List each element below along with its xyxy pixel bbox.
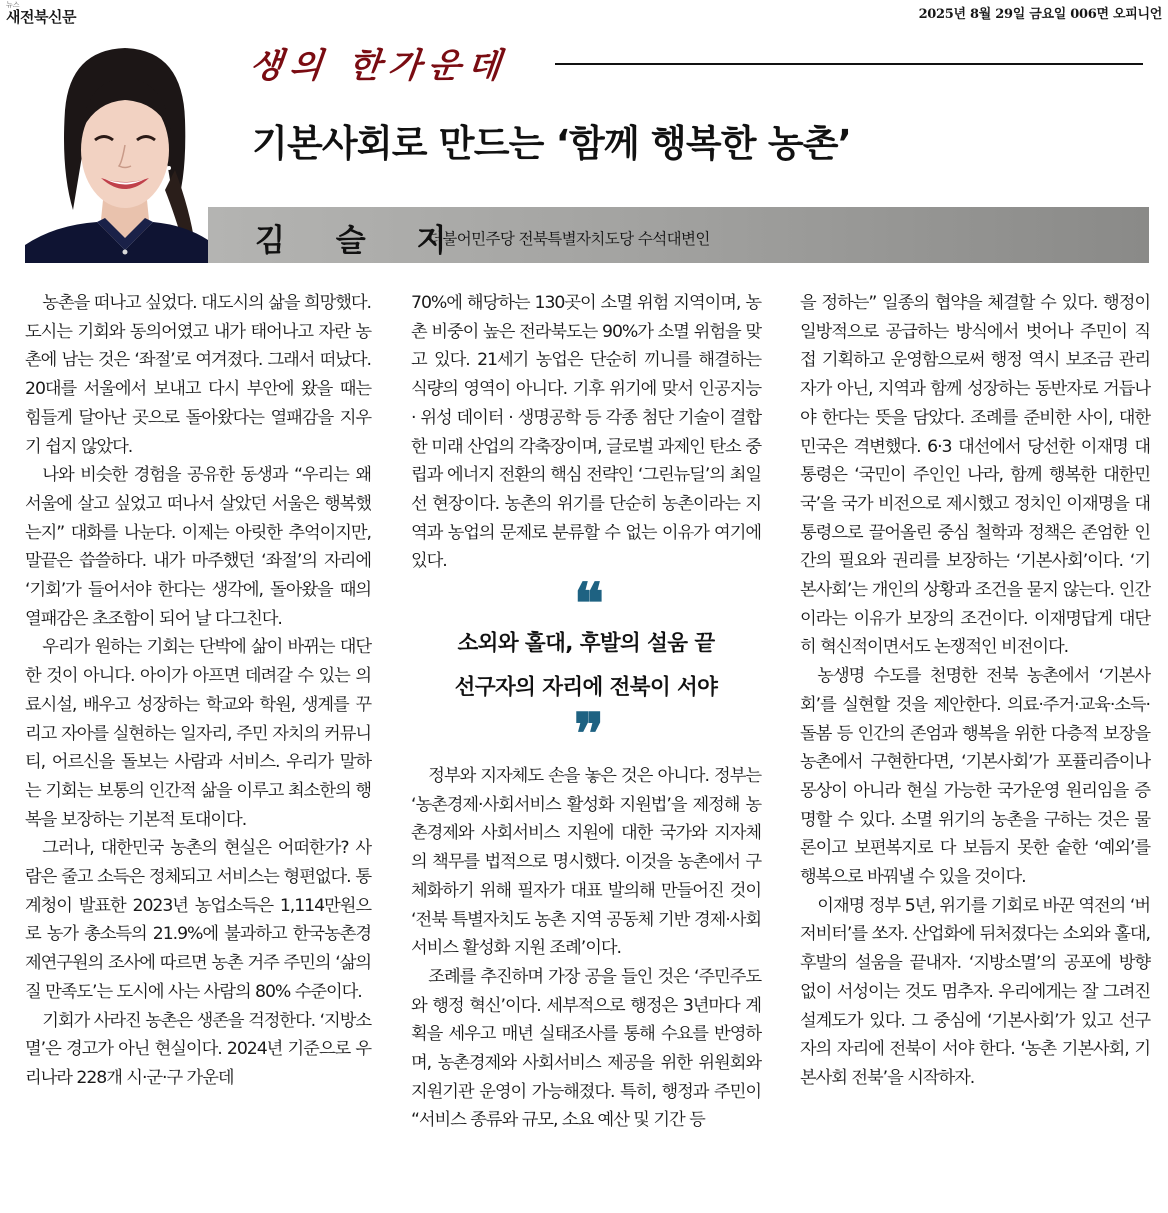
article-headline: 기본사회로 만드는 ‘함께 행복한 농촌’ — [252, 122, 851, 165]
paragraph: 나와 비슷한 경험을 공유한 동생과 “우리는 왜 서울에 살고 싶었고 떠나서 살았던 서울은 행복했는지” 대화를 나눈다. 이제는 아릿한 추억이지만, 말끝은 씁쓸하다. 내가 마주했던 ‘좌절’의 자리에 ‘기회’가 들어서야 한다는 생각에, 돌아왔을 때의 열패감은 초조함이 되어 날 다그친다. — [25, 465, 371, 629]
author-photo — [25, 40, 208, 263]
close-quote-icon: ❞ — [573, 701, 599, 768]
paragraph: 농생명 수도를 천명한 전북 농촌에서 ‘기본사회’를 실현할 것을 제안한다. 의료·주거·교육·소득·돌봄 등 인간의 존엄과 행복을 위한 다층적 보장을 농촌에서 구현한다면, ‘기본사회’가 포퓰리즘이나 몽상이 아니라 현실 가능한 국가운영 원리임을 증명할 수 있다. 소멸 위기의 농촌을 구하는 것은 물론이고 보편복지로 다 보듬지 못한 숱한 ‘예외’를 행복으로 바꿔낼 수 있을 것이다. — [800, 666, 1150, 888]
paragraph: 70%에 해당하는 130곳이 소멸 위험 지역이며, 농촌 비중이 높은 전라북도는 90%가 소멸 위험을 맞고 있다. 21세기 농업은 단순히 끼니를 해결하는 식량의 영역이 아니다. 기후 위기에 맞서 인공지능 · 위성 데이터 · 생명공학 등 각종 첨단 기술이 결합한 미래 산업의 각축장이며, 글로벌 과제인 탄소 중립과 에너지 전환의 핵심 전략인 ‘그린뉴딜’의 최일선 현장이다. 농촌의 위기를 단순히 농촌이라는 지역과 농업의 문제로 분류할 수 없는 이유가 여기에 있다. — [411, 293, 761, 572]
author-name: 김 슬 지 — [255, 223, 467, 259]
byline-band — [208, 207, 1149, 263]
paragraph: 농촌을 떠나고 싶었다. 대도시의 삶을 희망했다. 도시는 기회와 동의어였고 내가 태어나고 자란 농촌에 남는 것은 ‘좌절’로 여겨졌다. 그래서 떠났다. 20대를 서울에서 보내고 다시 부안에 왔을 때는 힘들게 달아난 곳으로 돌아왔다는 열패감을 지우기 쉽지 않았다. — [25, 293, 371, 457]
paragraph: 조례를 추진하며 가장 공을 들인 것은 ‘주민주도와 행정 혁신’이다. 세부적으로 행정은 3년마다 계획을 세우고 매년 실태조사를 통해 수요를 반영하며, 농촌경제와 사회서비스 제공을 위한 위원회와 지원기관 운영이 가능해졌다. 특히, 행정과 주민이 “서비스 종류와 규모, 소요 예산 및 기간 등 — [411, 966, 761, 1131]
paragraph: 우리가 원하는 기회는 단박에 삶이 바뀌는 대단한 것이 아니다. 아이가 아프면 데려갈 수 있는 의료시설, 배우고 성장하는 학교와 학원, 생계를 꾸리고 자아를 실현하는 일자리, 주민 자치의 커뮤니티, 어르신을 돌보는 사람과 서비스. 우리가 말하는 기회는 보통의 인간적 삶을 이루고 최소한의 행복을 보장하는 기본적 토대이다. — [25, 637, 371, 830]
author-title: 더불어민주당 전북특별자치도당 수석대변인 — [428, 230, 710, 248]
newspaper-logo — [6, 2, 76, 25]
section-divider — [555, 63, 1143, 65]
author-portrait-icon — [25, 40, 208, 263]
section-title: 생의 한가운데 — [247, 46, 510, 86]
pull-quote-line-1: 소외와 홀대, 후발의 설움 끝 — [457, 631, 715, 657]
pull-quote-line-2: 선구자의 자리에 전북이 서야 — [454, 675, 718, 701]
newspaper-name: 새전북신문 — [6, 8, 76, 26]
paragraph: 이재명 정부 5년, 위기를 기회로 바꾼 역전의 ‘버저비터’를 쏘자. 산업화에 뒤처졌다는 소외와 홀대, 후발의 설움을 끝내자. ‘지방소멸’의 공포에 방향 없이 서성이는 것도 멈추자. 우리에게는 잘 그려진 설계도가 있다. 그 중심에 ‘기본사회’가 있고 선구자의 자리에 전북이 서야 한다. ‘농촌 기본사회, 기본사회 전북’을 시작하자. — [800, 895, 1150, 1088]
paragraph: 그러나, 대한민국 농촌의 현실은 어떠한가? 사람은 줄고 소득은 정체되고 서비스는 형편없다. 통계청이 발표한 2023년 농업소득은 1,114만원으로 농가 총소득의 21.9%에 불과하고 한국농촌경제연구원의 조사에 따르면 농촌 거주 주민의 ‘삶의 질 만족도’는 도시에 사는 사람의 80% 수준이다. — [25, 838, 371, 1002]
paragraph: 정부와 지자체도 손을 놓은 것은 아니다. 정부는 ‘농촌경제·사회서비스 활성화 지원법’을 제정해 농촌경제와 사회서비스 지원에 대한 국가와 지자체의 책무를 법적으로 명시했다. 이것을 농촌에서 구체화하기 위해 필자가 대표 발의해 만들어진 것이 ‘전북 특별자치도 농촌 지역 공동체 기반 경제·사회 서비스 활성화 지원 조례’이다. — [411, 766, 761, 959]
dateline: 2025년 8월 29일 금요일 006면 오피니언 — [918, 7, 1162, 22]
pull-quote — [411, 571, 761, 768]
paragraph: 을 정하는” 일종의 협약을 체결할 수 있다. 행정이 일방적으로 공급하는 방식에서 벗어나 주민이 직접 기획하고 운영함으로써 행정 역시 보조금 관리자가 아닌, 지역과 함께 성장하는 동반자로 거듭나야 한다는 뜻을 담았다. 조례를 준비한 사이, 대한민국은 격변했다. 6·3 대선에서 당선한 이재명 대통령은 ‘국민이 주인인 나라, 함께 행복한 대한민국’을 국가 비전으로 제시했고 정치인 이재명을 대통령으로 끌어올린 중심 철학과 정책은 존엄한 인간의 필요와 권리를 보장하는 ‘기본사회’이다. ‘기본사회’는 개인의 상황과 조건을 묻지 않는다. 인간이라는 이유가 보장의 조건이다. 이재명답게 대단히 혁신적이면서도 논쟁적인 비전이다. — [800, 293, 1150, 658]
logo-mini-text: 뉴스 — [6, 1, 20, 9]
article-column-1 — [25, 289, 371, 1093]
paragraph: 기회가 사라진 농촌은 생존을 걱정한다. ‘지방소멸’은 경고가 아닌 현실이다. 2024년 기준으로 우리나라 228개 시·군·구 가운데 — [25, 1010, 371, 1088]
article-column-3 — [800, 289, 1150, 1093]
open-quote-icon: ❝ — [573, 571, 599, 638]
article-column-2 — [411, 289, 761, 1135]
